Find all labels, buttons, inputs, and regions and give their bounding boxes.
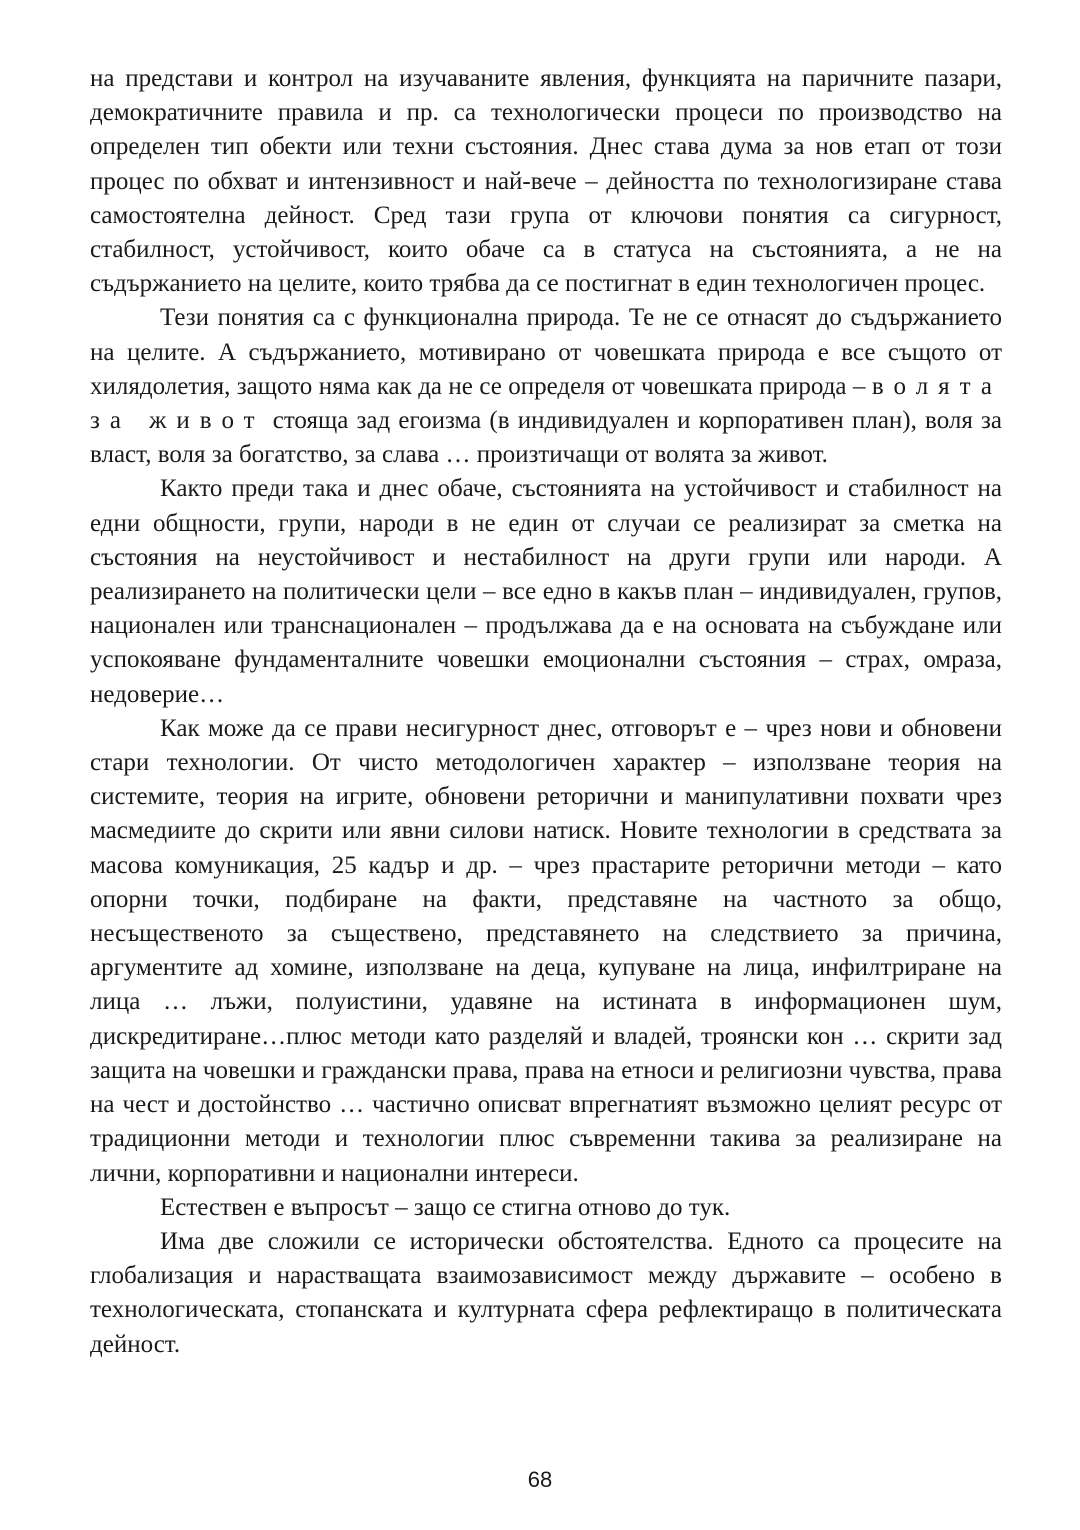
paragraph-2-before: Тези понятия са с функционална природа. Те не се отнасят до съдържанието на целите. А съдържанието, мотивирано от човешката природа е все същото от хилядолетия, защото няма как да не се определя от човешката природа – — [90, 304, 1002, 400]
paragraph-1: на представи и контрол на изучаваните явления, функцията на паричните пазари, демократичните правила и пр. са технологически процеси по производство на определен тип обекти или техни състояния. Днес става дума за нов етап от този процес по обхват и интензивност и най-вече – дейността по технологизиране става самостоятелна дейност. Сред тази група от ключови понятия са сигурност, стабилност, устойчивост, които обаче са в статуса на състоянията, а не на съдържанието на целите, които трябва да се постигнат в един технологичен процес. — [90, 65, 1002, 298]
page-body — [90, 62, 1002, 1362]
paragraph-5: Естествен е въпросът – защо се стигна отново до тук. — [160, 1193, 731, 1221]
paragraph-2-after: стояща зад егоизма (в индивидуален и корпоративен план), воля за власт, воля за богатство, за слава … произтичащи от волята за живот. — [90, 407, 1002, 469]
paragraph-4: Как може да се прави несигурност днес, отговорът е – чрез нови и обновени стари технологии. От чисто методологичен характер – използване теория на системите, теория на игрите, обновени реторични и манипулативни похвати чрез масмедиите до скрити или явни силови натиск. Новите технологии в средствата за масова комуникация, 25 кадър и др. – чрез прастарите реторични методи – като опорни точки, подбиране на факти, представяне на частното за общо, несъщественото за съществено, представянето на следствието за причина, аргументите ад хомине, използване на деца, купуване на лица, инфилтриране на лица … лъжи, полуистини, удавяне на истината в информационен шум, дискредитиране…плюс методи като разделяй и владей, троянски кон … скрити зад защита на човешки и граждански права, права на етноси и религиозни чувства, права на чест и достойнство … частично описват впрегнатият възможно целият ресурс от традиционни методи и технологии плюс съвременни такива за реализиране на лични, корпоративни и национални интереси. — [90, 714, 1002, 1187]
page-number: 68 — [527, 1467, 553, 1492]
paragraph-6: Има две сложили се исторически обстоятелства. Едното са процесите на глобализация и нарастващата взаимозависимост между държавите – особено в технологическата, стопанската и културната сфера рефлектиращо в политическата дейност. — [90, 1227, 1002, 1358]
paragraph-2 — [90, 301, 1002, 472]
paragraph-2-emphasis: волята за живот — [90, 372, 1002, 435]
paragraph-3: Както преди така и днес обаче, състоянията на устойчивост и стабилност на едни общности, групи, народи в не един от случаи се реализират за сметка на състояния на неустойчивост и нестабилност на други групи или народи. А реализирането на политически цели – все едно в какъв план – индивидуален, групов, национален или транснационален – продължава да е на основата на събуждане или успокояване фундаменталните човешки емоционални състояния – страх, омраза, недоверие… — [90, 475, 1002, 708]
